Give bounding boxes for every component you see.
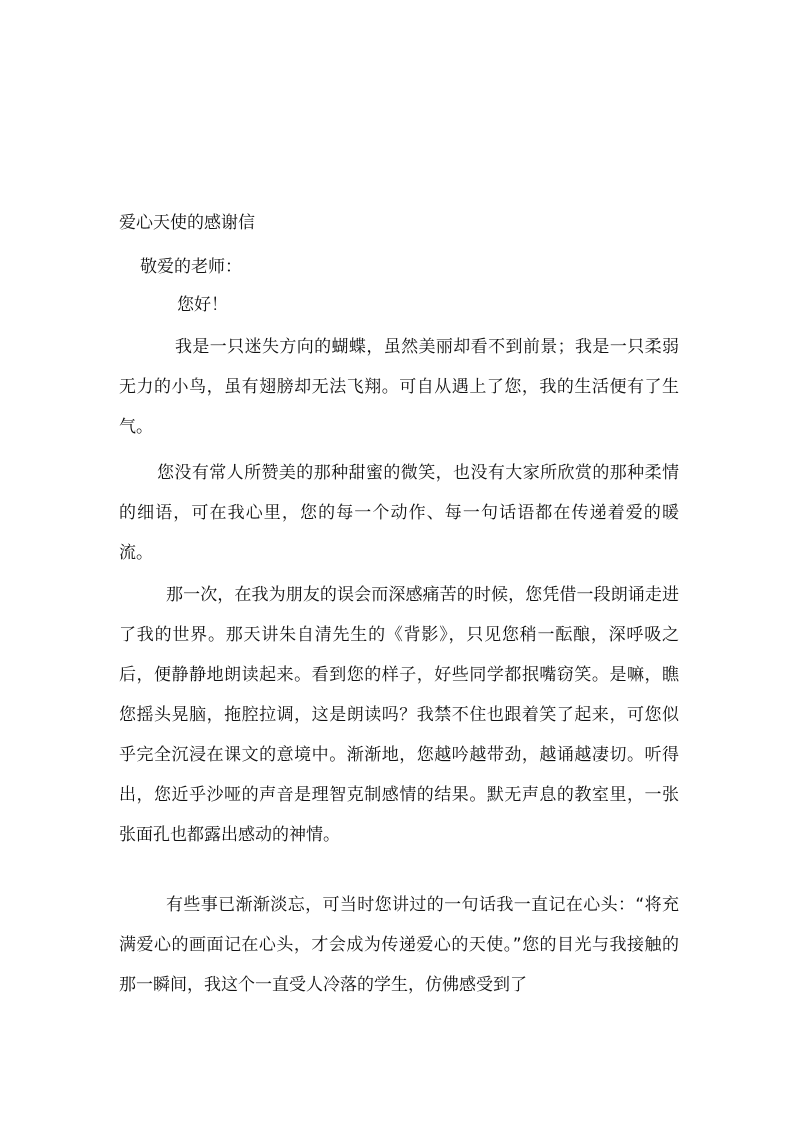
salutation: 敬爱的老师： xyxy=(140,257,242,277)
paragraph-3: 那一次，在我为朋友的误会而深感痛苦的时候，您凭借一段朗诵走进了我的世界。那天讲朱自清先生的《背影》，只见您稍一酝酿，深呼吸之后，便静静地朗读起来。看到您的样子，好些同学都抿嘴窃笑。是嘛，瞧您摇头晃脑，拖腔拉调，这是朗读吗？我禁不住也跟着笑了起来，可您似乎完全沉浸在课文的意境中。渐渐地，您越吟越带劲，越诵越凄切。听得出，您近乎沙哑的声音是理智克制感情的结果。默无声息的教室里，一张张面孔也都露出感动的神情。 xyxy=(119,585,679,845)
paragraph-4: 有些事已渐渐淡忘，可当时您讲过的一句话我一直记在心头：“将充满爱心的画面记在心头，才会成为传递爱心的天使。”您的目光与我接触的那一瞬间，我这个一直受人冷落的学生，仿佛感受到了 xyxy=(119,895,679,995)
paragraph-1: 我是一只迷失方向的蝴蝶，虽然美丽却看不到前景；我是一只柔弱无力的小鸟，虽有翅膀却无法飞翔。可自从遇上了您，我的生活便有了生气。 xyxy=(119,337,679,437)
paragraph-2: 您没有常人所赞美的那种甜蜜的微笑，也没有大家所欣赏的那种柔情的细语，可在我心里，您的每一个动作、每一句话语都在传递着爱的暖流。 xyxy=(119,463,679,563)
greeting-line: 您好！ xyxy=(177,295,228,315)
document-title: 爱心天使的感谢信 xyxy=(119,213,255,233)
